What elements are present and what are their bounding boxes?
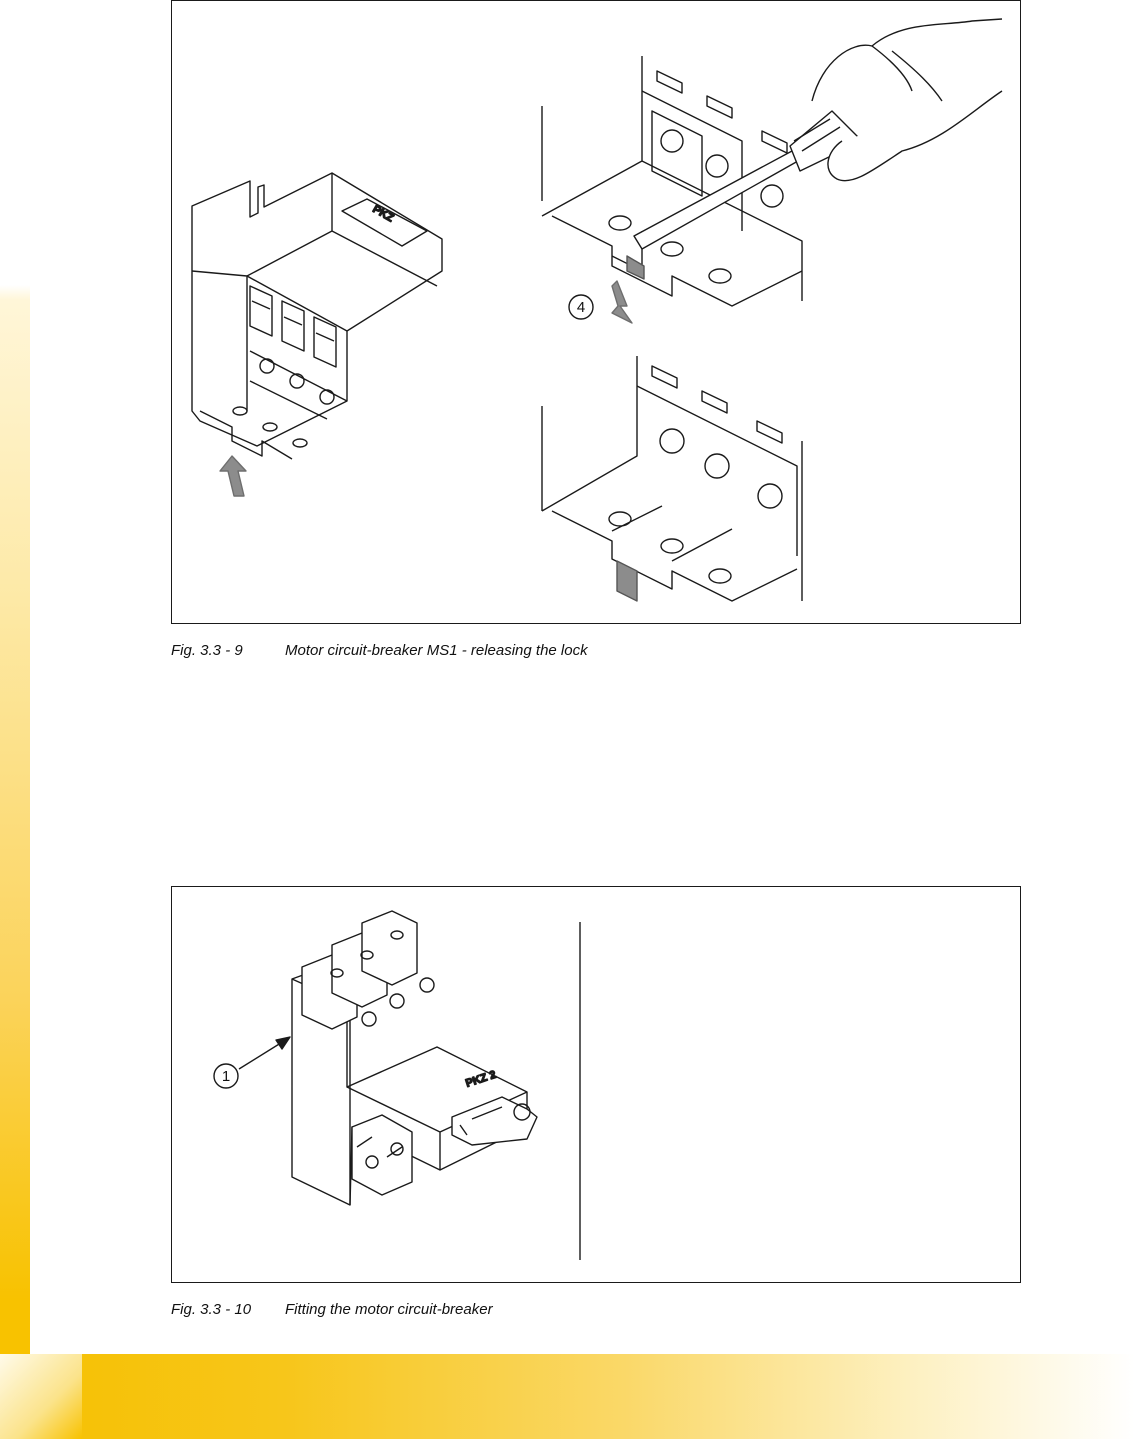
figure-3-3-9-drawing xyxy=(172,1,1022,625)
footer-color-band xyxy=(0,1354,1135,1439)
breaker-illustration-fitting xyxy=(292,911,537,1205)
caption-title: Fitting the motor circuit-breaker xyxy=(285,1301,493,1318)
caption-number: Fig. 3.3 - 10 xyxy=(171,1301,252,1318)
callout-4-label: 4 xyxy=(576,299,586,316)
figure-3-3-9 xyxy=(171,0,1021,624)
figure-3-3-9-caption xyxy=(171,642,588,659)
push-up-arrow xyxy=(220,456,246,496)
breaker-illustration-left xyxy=(192,173,442,459)
callout-1-label: 1 xyxy=(221,1068,231,1085)
callout-1-leader xyxy=(239,1041,284,1069)
figure-3-3-10-caption xyxy=(171,1301,493,1318)
side-color-bar xyxy=(0,0,30,1439)
device-label-pkz: PKZ xyxy=(370,203,396,225)
breaker-detail-lock-released xyxy=(542,356,802,601)
pull-down-arrow xyxy=(612,281,632,323)
caption-number: Fig. 3.3 - 9 xyxy=(171,642,243,659)
device-label-pkz-2: PKZ 2 xyxy=(464,1068,498,1090)
figure-3-3-10-drawing xyxy=(172,887,1022,1284)
breaker-detail-with-screwdriver xyxy=(542,19,1002,306)
caption-title: Motor circuit-breaker MS1 - releasing the lock xyxy=(285,642,588,659)
footer-corner-block xyxy=(0,1354,82,1439)
figure-3-3-10 xyxy=(171,886,1021,1283)
